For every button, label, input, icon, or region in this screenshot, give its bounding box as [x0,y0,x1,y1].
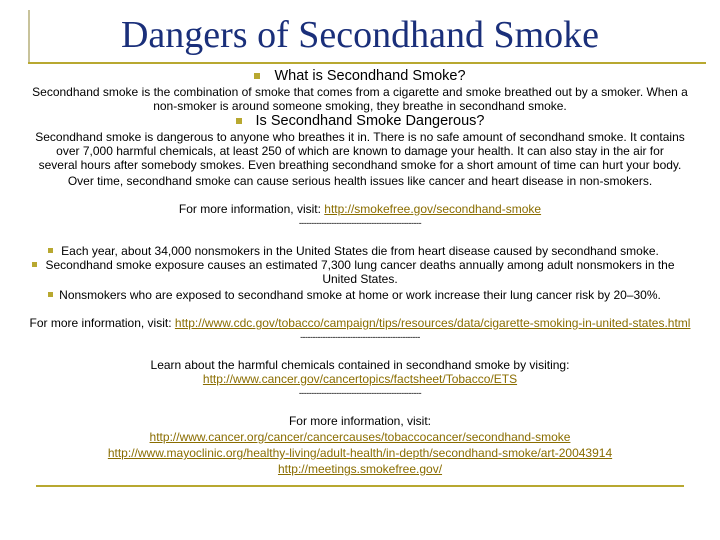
info-label-2: For more information, visit: [29,316,175,330]
cancer-org-link[interactable]: http://www.cancer.org/cancer/cancercauses/tobaccocancer/secondhand-smoke [149,430,571,444]
info-line-2 [20,316,700,330]
paragraph-2c: several hours after somebody smokes. Even breathing secondhand smoke for a short amount of time can hurt your body. [38,158,682,172]
fact-lung-cancer-b: United States. [322,272,398,286]
slide-content [20,68,700,476]
separator-2: ------------------------------------------------ [300,332,420,342]
info-label-3: For more information, visit: [288,414,432,428]
heading-what-is: What is Secondhand Smoke? [20,68,700,85]
link-line-c [20,462,700,476]
fact-lung-cancer-a: Secondhand smoke exposure causes an estimated 7,300 lung cancer deaths annually among adult nonsmokers in the [20,258,700,272]
page-title: Dangers of Secondhand Smoke [120,14,600,56]
bottom-rule [36,485,684,487]
paragraph-1a: Secondhand smoke is the combination of smoke that comes from a cigarette and smoke breathed out by a smoker. When a [32,85,688,99]
link-line-b [20,446,700,460]
paragraph-2b: over 7,000 harmful chemicals, at least 250 of which are known to damage your health. It can also stay in the air for [56,144,664,158]
paragraph-2a: Secondhand smoke is dangerous to anyone who breathes it in. There is no safe amount of secondhand smoke. It contains [35,130,685,144]
paragraph-1b: non-smoker is around someone smoking, they breathe in secondhand smoke. [153,99,567,113]
heading-is-dangerous: Is Secondhand Smoke Dangerous? [20,113,700,130]
link-line-a [20,430,700,444]
fact-heart-disease: Each year, about 34,000 nonsmokers in the United States die from heart disease caused by secondhand smoke. [20,244,700,258]
cancer-gov-link[interactable]: http://www.cancer.gov/cancertopics/factsheet/Tobacco/ETS [202,372,518,386]
separator-1: ------------------------------------------------- [298,218,422,228]
learn-line: Learn about the harmful chemicals contained in secondhand smoke by visiting: [150,358,570,372]
fact-lung-cancer-risk: Nonsmokers who are exposed to secondhand smoke at home or work increase their lung cancer risk by 20–30%. [20,288,700,302]
paragraph-3: Over time, secondhand smoke can cause serious health issues like cancer and heart disease in non-smokers. [67,174,653,188]
smokefree-link[interactable]: http://smokefree.gov/secondhand-smoke [324,202,542,216]
learn-link-line [20,372,700,386]
meetings-smokefree-link[interactable]: http://meetings.smokefree.gov/ [277,462,443,476]
info-line-1 [20,202,700,216]
title-underline-rule [28,62,706,64]
mayoclinic-link[interactable]: http://www.mayoclinic.org/healthy-living/adult-health/in-depth/secondhand-smoke/art-20043914 [107,446,613,460]
separator-3: ------------------------------------------------- [298,388,422,398]
cdc-link[interactable]: http://www.cdc.gov/tobacco/campaign/tips/resources/data/cigarette-smoking-in-united-states.html [174,316,691,330]
info-label-1: For more information, visit: [178,202,325,216]
